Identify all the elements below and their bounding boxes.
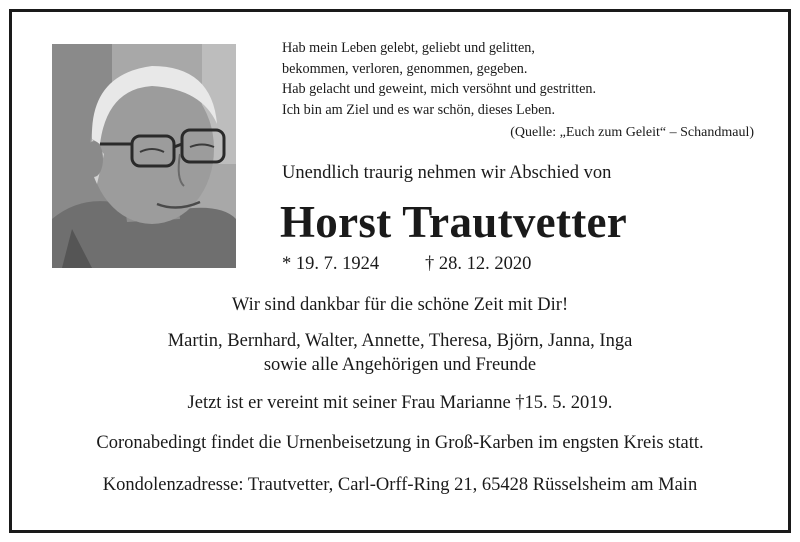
condolence-address: Kondolenzadresse: Trautvetter, Carl-Orff-Ring 21, 65428 Rüsselsheim am Main <box>102 475 698 495</box>
birth-date: * 19. 7. 1924 <box>282 254 380 274</box>
mourners-names: Martin, Bernhard, Walter, Annette, Theresa, Björn, Janna, Inga <box>167 331 633 351</box>
mourners-relatives: sowie alle Angehörigen und Freunde <box>263 355 537 375</box>
burial-note: Coronabedingt findet die Urnenbeisetzung in Groß-Karben im engsten Kreis statt. <box>96 433 704 453</box>
reunited-note: Jetzt ist er vereint mit seiner Frau Marianne †15. 5. 2019. <box>187 393 613 413</box>
poem <box>282 38 752 120</box>
poem-line: bekommen, verloren, genommen, gegeben. <box>282 60 528 77</box>
farewell-intro: Unendlich traurig nehmen wir Abschied von <box>282 163 612 183</box>
deceased-name: Horst Trautvetter <box>280 197 628 247</box>
poem-line: Hab mein Leben gelebt, geliebt und gelitten, <box>282 40 535 56</box>
poem-line: Hab gelacht und geweint, mich versöhnt und gestritten. <box>282 81 597 97</box>
poem-line: Ich bin am Ziel und es war schön, dieses Leben. <box>282 101 556 118</box>
thanks-line: Wir sind dankbar für die schöne Zeit mit Dir! <box>231 295 569 315</box>
death-date: † 28. 12. 2020 <box>425 254 532 274</box>
poem-source: (Quelle: „Euch zum Geleit“ – Schandmaul) <box>510 125 754 140</box>
portrait-photo <box>52 44 236 268</box>
